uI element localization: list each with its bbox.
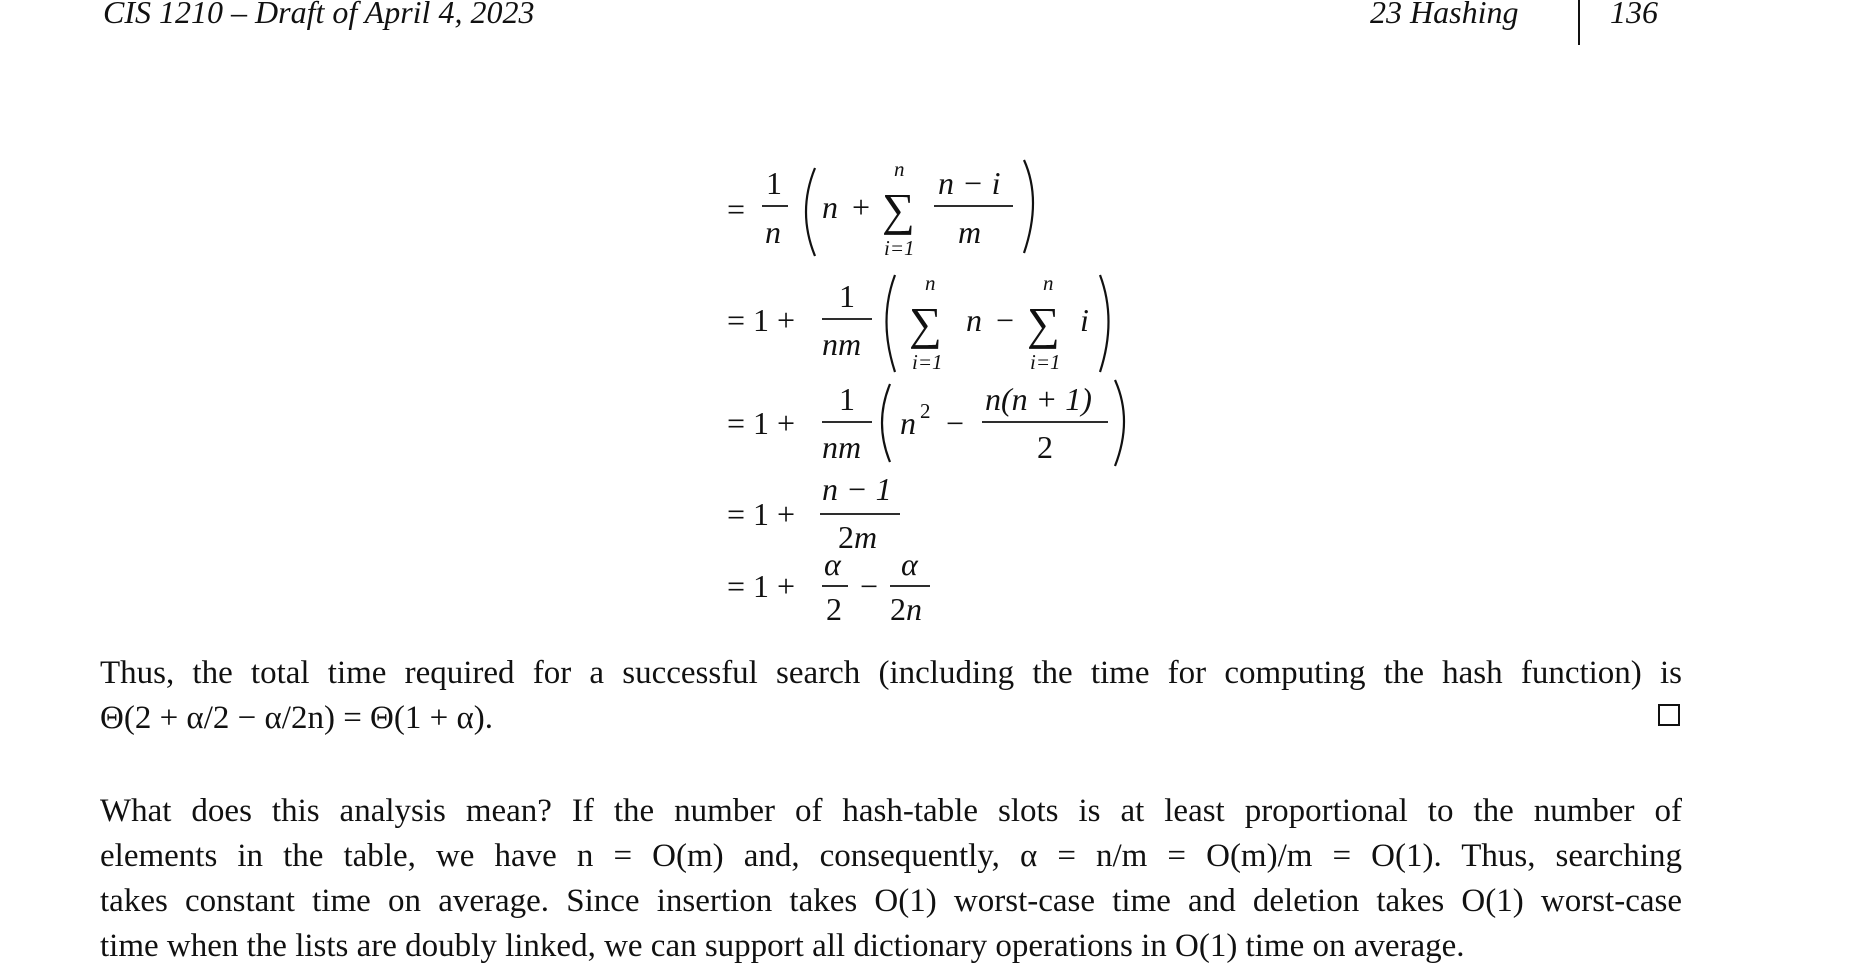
svg-text:1: 1 bbox=[839, 278, 855, 314]
svg-text:i=1: i=1 bbox=[1030, 350, 1061, 374]
svg-text:−: − bbox=[860, 568, 879, 604]
running-header-course: CIS 1210 – Draft of April 4, 2023 bbox=[103, 0, 535, 30]
paragraph-line: What does this analysis mean? If the number of hash-table slots is at least proportional to the number of bbox=[100, 793, 1682, 829]
svg-text:nm: nm bbox=[822, 326, 862, 362]
svg-text:2: 2 bbox=[890, 591, 906, 627]
paragraph-line: takes constant time on average. Since insertion takes O(1) worst-case time and deletion takes O(1) worst-case bbox=[100, 883, 1682, 919]
paragraph-line: time when the lists are doubly linked, we can support all dictionary operations in O(1) time on average. bbox=[100, 928, 1465, 964]
svg-text:∑: ∑ bbox=[1027, 298, 1060, 349]
svg-text:= 1 +: = 1 + bbox=[727, 568, 796, 604]
svg-text:n: n bbox=[822, 189, 838, 225]
svg-text:+: + bbox=[852, 189, 871, 225]
analysis-paragraph bbox=[100, 789, 1682, 969]
svg-text:n: n bbox=[925, 271, 936, 295]
qed-symbol bbox=[1658, 704, 1680, 726]
svg-text:n: n bbox=[894, 157, 905, 181]
svg-text:= 1 +: = 1 + bbox=[727, 302, 796, 338]
svg-text:m: m bbox=[958, 214, 982, 250]
svg-text:= 1 +: = 1 + bbox=[727, 496, 796, 532]
svg-text:n: n bbox=[966, 302, 982, 338]
page-number: 136 bbox=[1610, 0, 1658, 30]
svg-text:m: m bbox=[854, 519, 878, 555]
svg-text:2: 2 bbox=[1037, 429, 1053, 465]
equation-line-5 bbox=[727, 546, 930, 627]
equation-line-1 bbox=[727, 157, 1033, 260]
svg-text:∑: ∑ bbox=[909, 298, 942, 349]
running-header-chapter: 23 Hashing bbox=[1370, 0, 1519, 30]
svg-text:2: 2 bbox=[826, 591, 842, 627]
svg-text:i=1: i=1 bbox=[884, 236, 915, 260]
paragraph-line: Thus, the total time required for a successful search (including the time for computing the hash function) is bbox=[100, 655, 1682, 691]
conclusion-paragraph bbox=[100, 651, 1682, 741]
svg-text:i: i bbox=[1080, 302, 1089, 338]
svg-text:α: α bbox=[901, 546, 918, 582]
svg-text:i=1: i=1 bbox=[912, 350, 943, 374]
equation-line-2 bbox=[727, 271, 1109, 374]
svg-text:=: = bbox=[727, 191, 746, 227]
equation-line-3 bbox=[727, 380, 1124, 466]
svg-text:2: 2 bbox=[838, 519, 854, 555]
svg-text:n: n bbox=[906, 591, 922, 627]
svg-text:α: α bbox=[824, 546, 841, 582]
svg-text:n(n + 1): n(n + 1) bbox=[985, 381, 1092, 417]
svg-text:∑: ∑ bbox=[882, 184, 915, 235]
paragraph-line: elements in the table, we have n = O(m) and, consequently, α = n/m = O(m)/m = O(1). Thus, searching bbox=[100, 838, 1682, 874]
svg-text:n: n bbox=[1043, 271, 1054, 295]
equation-line-4 bbox=[727, 471, 900, 555]
svg-text:n: n bbox=[900, 405, 916, 441]
svg-text:−: − bbox=[946, 405, 965, 441]
svg-text:−: − bbox=[996, 302, 1015, 338]
paragraph-line-formula: Θ(2 + α/2 − α/2n) = Θ(1 + α). bbox=[100, 700, 494, 736]
svg-text:n − 1: n − 1 bbox=[822, 471, 892, 507]
svg-text:1: 1 bbox=[839, 381, 855, 417]
svg-text:= 1 +: = 1 + bbox=[727, 405, 796, 441]
svg-text:n: n bbox=[765, 214, 781, 250]
svg-text:nm: nm bbox=[822, 429, 862, 465]
svg-text:n − i: n − i bbox=[938, 165, 1001, 201]
svg-text:1: 1 bbox=[766, 165, 782, 201]
svg-text:2: 2 bbox=[920, 399, 931, 423]
